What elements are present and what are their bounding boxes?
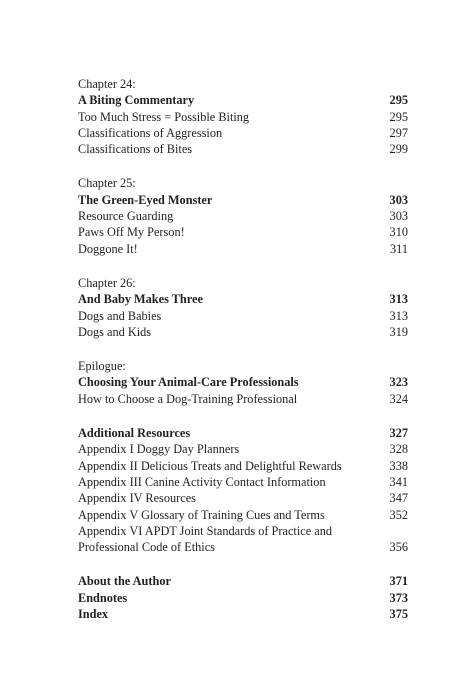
appendix-entry[interactable] — [78, 507, 408, 523]
end-matter-entry[interactable] — [78, 590, 408, 606]
appendix-entry[interactable] — [78, 523, 408, 539]
section-entry[interactable] — [78, 141, 408, 157]
section-entry[interactable] — [78, 324, 408, 340]
table-of-contents — [78, 76, 408, 622]
entry-title: Appendix IV Resources — [78, 491, 196, 506]
entry-title: A Biting Commentary — [78, 93, 195, 108]
entry-page-number: 297 — [389, 125, 408, 140]
appendix-entry-continued[interactable] — [78, 539, 408, 555]
entry-title: Appendix V Glossary of Training Cues and Terms — [78, 507, 325, 522]
entry-title: Appendix VI APDT Joint Standards of Practice and — [78, 523, 332, 538]
entry-page-number: 375 — [389, 607, 408, 622]
appendix-entry[interactable] — [78, 458, 408, 474]
entry-page-number: 328 — [389, 442, 408, 457]
entry-page-number: 373 — [389, 590, 408, 605]
entry-page-number: 323 — [389, 375, 408, 390]
entry-page-number: 352 — [389, 507, 408, 522]
entry-page-number: 310 — [389, 225, 408, 240]
chapter-label: Epilogue: — [78, 359, 126, 374]
entry-title: Classifications of Aggression — [78, 125, 223, 140]
entry-title: Dogs and Babies — [78, 308, 162, 323]
chapter-26-section — [78, 275, 408, 340]
epilogue-section — [78, 358, 408, 407]
chapter-24-section — [78, 76, 408, 157]
chapter-title-entry[interactable] — [78, 374, 408, 390]
entry-title: Appendix III Canine Activity Contact Information — [78, 474, 326, 489]
entry-title: Index — [78, 607, 109, 622]
entry-title: About the Author — [78, 574, 171, 589]
additional-resources-section — [78, 425, 408, 555]
chapter-title-entry[interactable] — [78, 425, 408, 441]
entry-page-number: 356 — [389, 540, 408, 555]
appendix-entry[interactable] — [78, 474, 408, 490]
entry-page-number: 338 — [389, 458, 408, 473]
end-matter-entry[interactable] — [78, 606, 408, 622]
chapter-label: Chapter 26: — [78, 275, 136, 290]
entry-page-number: 319 — [389, 324, 408, 339]
entry-page-number: 341 — [389, 474, 408, 489]
appendix-entry[interactable] — [78, 441, 408, 457]
entry-page-number: 324 — [389, 391, 408, 406]
section-entry[interactable] — [78, 308, 408, 324]
entry-page-number: 299 — [389, 142, 408, 157]
end-matter-entry[interactable] — [78, 573, 408, 589]
entry-page-number: 327 — [389, 426, 408, 441]
entry-title: Choosing Your Animal-Care Professionals — [78, 375, 299, 390]
entry-page-number: 303 — [389, 192, 408, 207]
section-entry[interactable] — [78, 224, 408, 240]
entry-title: Doggone It! — [78, 241, 138, 256]
entry-title: Paws Off My Person! — [78, 225, 185, 240]
chapter-label: Chapter 24: — [78, 77, 136, 91]
section-entry[interactable] — [78, 125, 408, 141]
entry-page-number: 313 — [389, 292, 408, 307]
entry-title: The Green-Eyed Monster — [78, 192, 213, 207]
entry-page-number: 303 — [389, 209, 408, 224]
entry-page-number: 313 — [389, 308, 408, 323]
entry-title: Classifications of Bites — [78, 142, 193, 157]
section-entry[interactable] — [78, 109, 408, 125]
entry-page-number: 371 — [389, 574, 408, 589]
entry-title: Appendix I Doggy Day Planners — [78, 442, 240, 457]
entry-page-number: 295 — [389, 109, 408, 124]
entry-title: And Baby Makes Three — [78, 292, 203, 307]
section-entry[interactable] — [78, 241, 408, 257]
appendix-entry[interactable] — [78, 490, 408, 506]
entry-title: Dogs and Kids — [78, 324, 152, 339]
entry-page-number: 295 — [389, 93, 408, 108]
entry-title: How to Choose a Dog-Training Professional — [78, 391, 298, 406]
section-entry[interactable] — [78, 208, 408, 224]
end-matter-section — [78, 573, 408, 622]
chapter-title-entry[interactable] — [78, 291, 408, 307]
entry-title: Resource Guarding — [78, 209, 174, 224]
entry-title: Too Much Stress = Possible Biting — [78, 109, 250, 124]
chapter-label: Chapter 25: — [78, 176, 136, 191]
entry-title: Professional Code of Ethics — [78, 540, 215, 555]
entry-page-number: 311 — [390, 241, 408, 256]
chapter-title-entry[interactable] — [78, 92, 408, 108]
chapter-title-entry[interactable] — [78, 192, 408, 208]
entry-title: Endnotes — [78, 590, 128, 605]
chapter-25-section — [78, 175, 408, 256]
entry-title: Appendix II Delicious Treats and Delightful Rewards — [78, 458, 342, 473]
section-entry[interactable] — [78, 391, 408, 407]
entry-page-number: 347 — [389, 491, 408, 506]
entry-title: Additional Resources — [78, 426, 191, 441]
